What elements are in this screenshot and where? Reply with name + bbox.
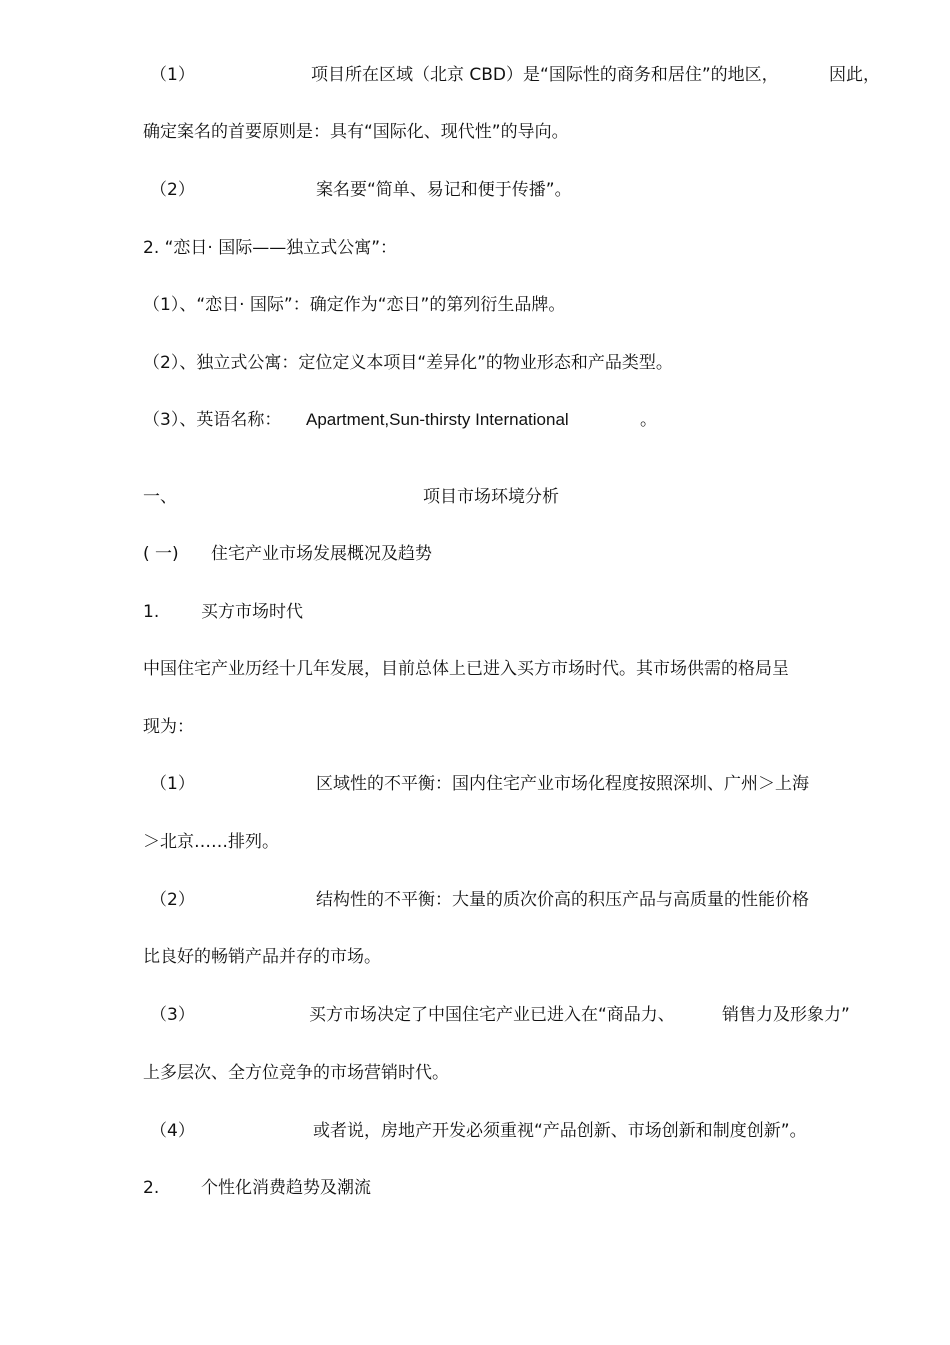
item-number: （1） xyxy=(150,774,195,794)
subsection-number: ( 一) xyxy=(143,544,179,564)
paragraph-text: 现为： xyxy=(143,717,194,737)
item-number: （2） xyxy=(150,180,195,200)
paragraph-text-tail: 因此， xyxy=(829,65,880,85)
paragraph-text: 上多层次、全方位竞争的市场营销时代。 xyxy=(143,1063,449,1083)
subsection-title: 住宅产业市场发展概况及趋势 xyxy=(211,544,432,564)
chapter-number: 一、 xyxy=(143,487,177,507)
item-number: （3） xyxy=(150,1005,195,1025)
chapter-title: 项目市场环境分析 xyxy=(423,487,559,507)
paragraph-text-tail: 销售力及形象力” xyxy=(722,1005,850,1025)
item-title: 买方市场时代 xyxy=(201,602,303,622)
period-mark: 。 xyxy=(640,410,657,430)
paragraph-text: 或者说，房地产开发必须重视“产品创新、市场创新和制度创新”。 xyxy=(313,1121,807,1141)
english-name: Apartment,Sun-thirsty International xyxy=(306,410,569,429)
paragraph-text: 结构性的不平衡：大量的质次价高的积压产品与高质量的性能价格 xyxy=(316,890,809,910)
item-number: （1） xyxy=(150,65,195,85)
paragraph-text: （1）、“恋日· 国际”：确定作为“恋日”的第列衍生品牌。 xyxy=(143,295,566,315)
item-number: 1. xyxy=(143,602,160,622)
section-heading: 2. “恋日· 国际——独立式公寓”： xyxy=(143,238,398,258)
item-number: （4） xyxy=(150,1121,195,1141)
paragraph-text: （2）、独立式公寓：定位定义本项目“差异化”的物业形态和产品类型。 xyxy=(143,353,673,373)
paragraph-text: 比良好的畅销产品并存的市场。 xyxy=(143,947,381,967)
paragraph-text: 买方市场决定了中国住宅产业已进入在“商品力、 xyxy=(309,1005,675,1025)
item-number: （2） xyxy=(150,890,195,910)
paragraph-text: 项目所在区域（北京 CBD）是“国际性的商务和居住”的地区， xyxy=(311,65,779,85)
item-number: 2. xyxy=(143,1178,160,1198)
paragraph-text: ＞北京……排列。 xyxy=(143,832,279,852)
paragraph-text: 区域性的不平衡：国内住宅产业市场化程度按照深圳、广州＞上海 xyxy=(316,774,809,794)
item-title: 个性化消费趋势及潮流 xyxy=(201,1178,371,1198)
paragraph-text: 案名要“简单、易记和便于传播”。 xyxy=(316,180,572,200)
paragraph-text: 中国住宅产业历经十几年发展，目前总体上已进入买方市场时代。其市场供需的格局呈 xyxy=(143,659,789,679)
paragraph-text: 确定案名的首要原则是：具有“国际化、现代性”的导向。 xyxy=(143,122,569,142)
paragraph-text: （3）、英语名称： xyxy=(143,410,282,430)
